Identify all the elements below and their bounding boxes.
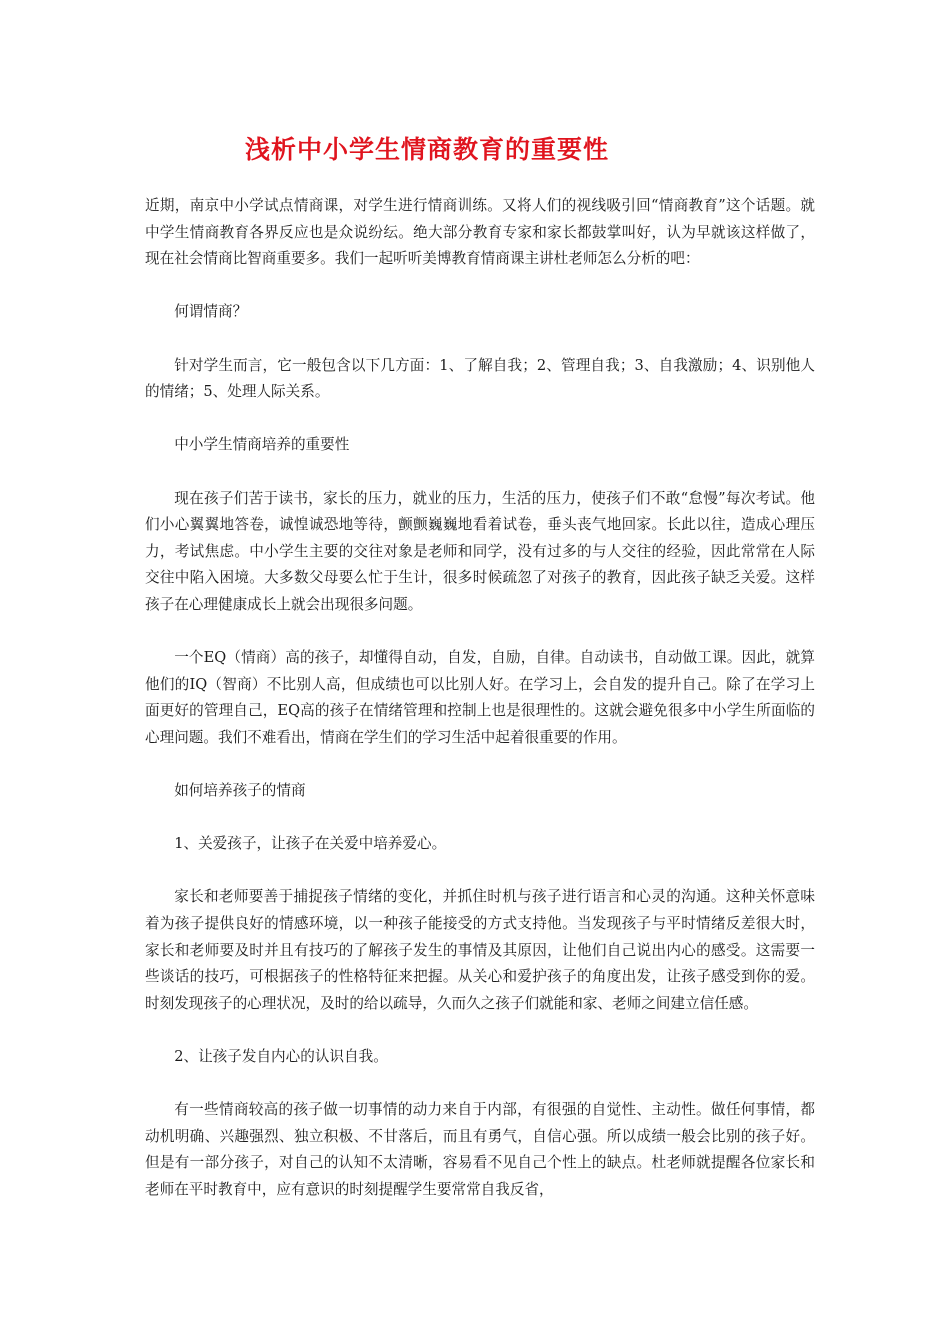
section-heading-importance: 中小学生情商培养的重要性 <box>174 436 350 454</box>
high-eq-paragraph: 一个EQ（情商）高的孩子，却懂得自动，自发，自励，自律。自动读书，自动做工课。因此，就算他们的IQ（智商）不比别人高，但成绩也可以比别人好。在学习上，会自发的提升自己。除了在学习上面更好的管理自己，EQ高的孩子在情绪管理和控制上也是很理性的。这就会避免很多中小学生所面临的心理问题。我们不难看出，情商在学生们的学习生活中起着很重要的作用。 <box>145 649 815 746</box>
point-2-paragraph: 有一些情商较高的孩子做一切事情的动力来自于内部，有很强的自觉性、主动性。做任何事情，都动机明确、兴趣强烈、独立积极、不甘落后，而且有勇气，自信心强。所以成绩一般会比别的孩子好。但是有一部分孩子，对自己的认知不太清晰，容易看不见自己个性上的缺点。杜老师就提醒各位家长和老师在平时教育中，应有意识的时刻提醒学生要常常自我反省， <box>145 1101 815 1198</box>
point-1-paragraph: 家长和老师要善于捕捉孩子情绪的变化，并抓住时机与孩子进行语言和心灵的沟通。这种关怀意味着为孩子提供良好的情感环境，以一种孩子能接受的方式支持他。当发现孩子与平时情绪反差很大时，家长和老师要及时并且有技巧的了解孩子发生的事情及其原因，让他们自己说出内心的感受。这需要一些谈话的技巧，可根据孩子的性格特征来把握。从关心和爱护孩子的角度出发，让孩子感受到你的爱。时刻发现孩子的心理状况，及时的给以疏导，久而久之孩子们就能和家、老师之间建立信任感。 <box>145 888 815 1012</box>
document-body <box>145 193 815 1230</box>
pressure-paragraph: 现在孩子们苦于读书，家长的压力，就业的压力，生活的压力，使孩子们不敢“怠慢”每次考试。他们小心翼翼地答卷，诚惶诚恐地等待，颤颤巍巍地看着试卷，垂头丧气地回家。长此以往，造成心理压力，考试焦虑。中小学生主要的交往对象是老师和同学，没有过多的与人交往的经验，因此常常在人际交往中陷入困境。大多数父母要么忙于生计，很多时候疏忽了对孩子的教育，因此孩子缺乏关爱。这样孩子在心理健康成长上就会出现很多问题。 <box>145 489 815 613</box>
document-title: 浅析中小学生情商教育的重要性 <box>245 135 610 164</box>
intro-paragraph: 近期，南京中小学试点情商课，对学生进行情商训练。又将人们的视线吸引回“情商教育”这个话题。就中学生情商教育各界反应也是众说纷纭。绝大部分教育专家和家长都鼓掌叫好，认为早就该这样做了，现在社会情商比智商重要多。我们一起听听美博教育情商课主讲杜老师怎么分析的吧： <box>145 197 815 268</box>
section-heading-how-to-cultivate: 如何培养孩子的情商 <box>174 782 306 800</box>
section-heading-what-is-eq: 何谓情商？ <box>174 303 248 321</box>
point-2-heading: 2、让孩子发自内心的认识自我。 <box>174 1048 388 1065</box>
eq-components-paragraph: 针对学生而言，它一般包含以下几方面：1、了解自我；2、管理自我；3、自我激励；4、识别他人的情绪；5、处理人际关系。 <box>145 356 815 401</box>
point-1-heading: 1、关爱孩子，让孩子在关爱中培养爱心。 <box>174 835 447 853</box>
